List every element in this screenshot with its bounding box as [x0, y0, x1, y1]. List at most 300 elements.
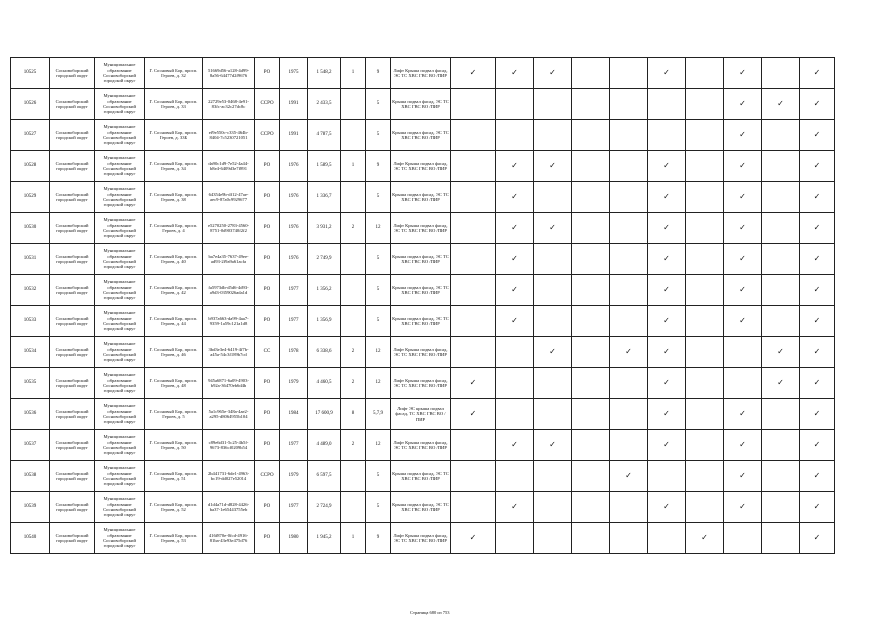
table-row — [11, 492, 835, 523]
work-check-cell — [496, 523, 534, 554]
work-check-cell — [800, 182, 835, 213]
work-check-cell — [534, 523, 572, 554]
work-check-cell — [686, 368, 724, 399]
work-check-cell — [724, 275, 762, 306]
check-icon: ✓ — [663, 347, 670, 357]
settlement-cell: Сосновоборский городской округ — [50, 337, 95, 368]
check-icon: ✓ — [813, 99, 821, 109]
work-check-cell — [610, 244, 648, 275]
table-row — [11, 58, 835, 89]
floors-cell: 5 — [366, 306, 391, 337]
check-icon: ✓ — [777, 99, 784, 109]
area-cell: 2 749,9 — [308, 244, 341, 275]
work-check-cell — [451, 275, 496, 306]
lifts-cell — [341, 275, 366, 306]
work-check-cell — [724, 306, 762, 337]
work-check-cell — [686, 151, 724, 182]
works-cell: Крыша подвал фасад, ЭС ТС ХВС ГВС ВО /ПИР — [391, 182, 451, 213]
check-icon: ✓ — [739, 254, 746, 264]
check-icon: ✓ — [777, 347, 784, 357]
work-check-cell — [800, 523, 835, 554]
row-id-cell: 10538 — [11, 461, 50, 492]
address-cell: Г. Сосновый Бор, просп. Героев, д. 33 — [145, 89, 203, 120]
works-cell: Крыша подвал фасад, ЭС ТС ХВС ГВС ВО /ПИР — [391, 244, 451, 275]
work-check-cell — [496, 244, 534, 275]
lifts-cell — [341, 120, 366, 151]
guid-cell: c89e6d31-5c25-4b5f-9673-836cf0209b54 — [203, 430, 255, 461]
work-check-cell — [451, 151, 496, 182]
year-cell: 1979 — [280, 368, 308, 399]
check-icon: ✓ — [813, 254, 821, 264]
work-check-cell — [724, 492, 762, 523]
settlement-cell: Сосновоборский городской округ — [50, 368, 95, 399]
work-check-cell — [534, 151, 572, 182]
check-icon: ✓ — [549, 161, 556, 171]
work-check-cell — [648, 399, 686, 430]
floors-cell: 9 — [366, 151, 391, 182]
check-icon: ✓ — [739, 130, 746, 140]
row-id-cell: 10531 — [11, 244, 50, 275]
work-check-cell — [496, 430, 534, 461]
address-cell: Г. Сосновый Бор, просп. Героев, д. 5 — [145, 399, 203, 430]
area-cell: 4 460,5 — [308, 368, 341, 399]
row-id-cell: 10527 — [11, 120, 50, 151]
work-check-cell — [762, 213, 800, 244]
row-id-cell: 10535 — [11, 368, 50, 399]
municipality-cell: Муниципальное образование Сосновоборский городской округ — [95, 461, 145, 492]
work-check-cell — [762, 399, 800, 430]
work-check-cell — [800, 89, 835, 120]
work-check-cell — [800, 306, 835, 337]
work-check-cell — [451, 89, 496, 120]
guid-cell: 22729e53-0468-4e91-83fc-ac32c27dc8c — [203, 89, 255, 120]
work-check-cell — [534, 89, 572, 120]
work-check-cell — [686, 461, 724, 492]
guid-cell: e5270250-2783-4560-8751-0d903740f2f2 — [203, 213, 255, 244]
year-cell: 1976 — [280, 244, 308, 275]
work-check-cell — [496, 368, 534, 399]
floors-cell: 5,7,9 — [366, 399, 391, 430]
check-icon: ✓ — [511, 161, 518, 171]
floors-cell: 5 — [366, 182, 391, 213]
area-cell: 1 356,9 — [308, 306, 341, 337]
work-check-cell — [762, 337, 800, 368]
check-icon: ✓ — [549, 223, 556, 233]
work-check-cell — [451, 430, 496, 461]
work-check-cell — [610, 368, 648, 399]
work-check-cell — [534, 58, 572, 89]
org-type-cell: РО — [255, 275, 280, 306]
settlement-cell: Сосновоборский городской округ — [50, 182, 95, 213]
table-row — [11, 306, 835, 337]
org-type-cell: РО — [255, 182, 280, 213]
address-cell: Г. Сосновый Бор, просп. Героев, д. 53 — [145, 523, 203, 554]
work-check-cell — [572, 399, 610, 430]
work-check-cell — [534, 244, 572, 275]
work-check-cell — [648, 275, 686, 306]
guid-cell: da90c1d9-7e52-4a44-b8e4-6409d3e7f891 — [203, 151, 255, 182]
work-check-cell — [686, 58, 724, 89]
floors-cell: 12 — [366, 337, 391, 368]
settlement-cell: Сосновоборский городской округ — [50, 306, 95, 337]
year-cell: 1980 — [280, 523, 308, 554]
guid-cell: 945a6871-6a09-4903-b92a-36470eb6d4b — [203, 368, 255, 399]
work-check-cell — [610, 523, 648, 554]
work-check-cell — [572, 89, 610, 120]
check-icon: ✓ — [549, 440, 556, 450]
work-check-cell — [572, 120, 610, 151]
row-id-cell: 10537 — [11, 430, 50, 461]
settlement-cell: Сосновоборский городской округ — [50, 399, 95, 430]
work-check-cell — [496, 399, 534, 430]
area-cell: 1 589,5 — [308, 151, 341, 182]
work-check-cell — [762, 182, 800, 213]
lifts-cell — [341, 461, 366, 492]
settlement-cell: Сосновоборский городской округ — [50, 213, 95, 244]
row-id-cell: 10528 — [11, 151, 50, 182]
table-row — [11, 244, 835, 275]
work-check-cell — [496, 182, 534, 213]
municipality-cell: Муниципальное образование Сосновоборский городской округ — [95, 182, 145, 213]
work-check-cell — [496, 213, 534, 244]
lifts-cell: 1 — [341, 523, 366, 554]
work-check-cell — [451, 120, 496, 151]
check-icon: ✓ — [625, 471, 632, 481]
table-row — [11, 399, 835, 430]
floors-cell: 9 — [366, 58, 391, 89]
work-check-cell — [648, 492, 686, 523]
work-check-cell — [572, 492, 610, 523]
work-check-cell — [534, 213, 572, 244]
work-check-cell — [496, 306, 534, 337]
work-check-cell — [610, 151, 648, 182]
municipality-cell: Муниципальное образование Сосновоборский городской округ — [95, 368, 145, 399]
work-check-cell — [610, 58, 648, 89]
org-type-cell: РО — [255, 58, 280, 89]
works-cell: Крыша подвал фасад, ЭС ТС ХВС ГВС ВО /ПИР — [391, 306, 451, 337]
work-check-cell — [534, 461, 572, 492]
work-check-cell — [451, 244, 496, 275]
check-icon: ✓ — [663, 502, 670, 512]
check-icon: ✓ — [701, 533, 708, 543]
works-cell: Крыша подвал фасад, ЭС ТС ХВС ГВС ВО /ПИР — [391, 461, 451, 492]
floors-cell: 5 — [366, 275, 391, 306]
org-type-cell: РО — [255, 244, 280, 275]
guid-cell: fa5973db-d5d6-4d93-a9d3-0359026ada1d — [203, 275, 255, 306]
check-icon: ✓ — [663, 285, 670, 295]
municipality-cell: Муниципальное образование Сосновоборский городской округ — [95, 120, 145, 151]
work-check-cell — [451, 523, 496, 554]
works-cell: Крыша подвал фасад, ЭС ТС ХВС ГВС ВО /ПИР — [391, 89, 451, 120]
row-id-cell: 10530 — [11, 213, 50, 244]
work-check-cell — [648, 306, 686, 337]
check-icon: ✓ — [511, 68, 518, 78]
address-cell: Г. Сосновый Бор, просп. Героев, д. 33Б — [145, 120, 203, 151]
work-check-cell — [762, 244, 800, 275]
year-cell: 1976 — [280, 182, 308, 213]
work-check-cell — [610, 306, 648, 337]
work-check-cell — [496, 120, 534, 151]
work-check-cell — [800, 120, 835, 151]
work-check-cell — [762, 120, 800, 151]
check-icon: ✓ — [813, 161, 821, 171]
work-check-cell — [451, 492, 496, 523]
address-cell: Г. Сосновый Бор, просп. Героев, д. 48 — [145, 368, 203, 399]
work-check-cell — [451, 58, 496, 89]
check-icon: ✓ — [511, 502, 518, 512]
year-cell: 1977 — [280, 306, 308, 337]
work-check-cell — [800, 492, 835, 523]
work-check-cell — [724, 523, 762, 554]
address-cell: Г. Сосновый Бор, просп. Героев, д. 38 — [145, 182, 203, 213]
org-type-cell: ССРО — [255, 461, 280, 492]
municipality-cell: Муниципальное образование Сосновоборский городской округ — [95, 306, 145, 337]
work-check-cell — [648, 337, 686, 368]
area-cell: 3 931,2 — [308, 213, 341, 244]
guid-cell: 64354e9b-df12-47ae-aec9-87a0c9929677 — [203, 182, 255, 213]
work-check-cell — [762, 368, 800, 399]
org-type-cell: РО — [255, 306, 280, 337]
check-icon: ✓ — [813, 192, 821, 202]
work-check-cell — [724, 244, 762, 275]
work-check-cell — [610, 337, 648, 368]
check-icon: ✓ — [511, 285, 518, 295]
lifts-cell: 1 — [341, 151, 366, 182]
work-check-cell — [648, 120, 686, 151]
area-cell: 6 597,5 — [308, 461, 341, 492]
check-icon: ✓ — [777, 378, 784, 388]
floors-cell: 5 — [366, 244, 391, 275]
check-icon: ✓ — [739, 285, 746, 295]
table-row — [11, 337, 835, 368]
works-cell: Лифт ЭС крыша подвал фасад, ТС ХВС ГВС ВО /ПИР — [391, 399, 451, 430]
address-cell: Г. Сосновый Бор, просп. Героев, д. 32 — [145, 58, 203, 89]
work-check-cell — [800, 244, 835, 275]
work-check-cell — [762, 151, 800, 182]
municipality-cell: Муниципальное образование Сосновоборский городской округ — [95, 492, 145, 523]
check-icon: ✓ — [663, 68, 670, 78]
work-check-cell — [572, 244, 610, 275]
work-check-cell — [572, 430, 610, 461]
floors-cell: 5 — [366, 461, 391, 492]
work-check-cell — [800, 461, 835, 492]
work-check-cell — [648, 182, 686, 213]
check-icon: ✓ — [625, 347, 632, 357]
municipality-cell: Муниципальное образование Сосновоборский городской округ — [95, 89, 145, 120]
municipality-cell: Муниципальное образование Сосновоборский городской округ — [95, 275, 145, 306]
table-row — [11, 275, 835, 306]
guid-cell: 416f870e-0fcd-4916-81ba-43e93e475d76 — [203, 523, 255, 554]
work-check-cell — [451, 306, 496, 337]
settlement-cell: Сосновоборский городской округ — [50, 151, 95, 182]
guid-cell: ef9e550c-c335-464b-8404-7c5230721051 — [203, 120, 255, 151]
page-footer: Страница 680 из 753 — [410, 610, 450, 615]
work-check-cell — [534, 399, 572, 430]
address-cell: Г. Сосновый Бор, просп. Героев, д. 46 — [145, 337, 203, 368]
work-check-cell — [800, 275, 835, 306]
check-icon: ✓ — [549, 68, 556, 78]
municipality-cell: Муниципальное образование Сосновоборский городской округ — [95, 337, 145, 368]
work-check-cell — [496, 58, 534, 89]
check-icon: ✓ — [663, 409, 670, 419]
work-check-cell — [496, 492, 534, 523]
work-check-cell — [648, 368, 686, 399]
work-check-cell — [451, 368, 496, 399]
check-icon: ✓ — [739, 99, 746, 109]
work-check-cell — [800, 213, 835, 244]
work-check-cell — [496, 461, 534, 492]
work-check-cell — [686, 244, 724, 275]
work-check-cell — [686, 120, 724, 151]
guid-cell: 5a1c965e-348a-4ae2-a295-d8064955b104 — [203, 399, 255, 430]
floors-cell: 9 — [366, 523, 391, 554]
check-icon: ✓ — [469, 378, 477, 388]
check-icon: ✓ — [469, 68, 477, 78]
work-check-cell — [724, 430, 762, 461]
check-icon: ✓ — [739, 471, 746, 481]
work-check-cell — [451, 337, 496, 368]
table-row — [11, 151, 835, 182]
address-cell: Г. Сосновый Бор, просп. Героев, д. 50 — [145, 430, 203, 461]
work-check-cell — [572, 275, 610, 306]
check-icon: ✓ — [511, 254, 518, 264]
year-cell: 1977 — [280, 275, 308, 306]
area-cell: 1 356,2 — [308, 275, 341, 306]
floors-cell: 12 — [366, 368, 391, 399]
works-cell: Крыша подвал фасад, ЭС ТС ХВС ГВС ВО /ПИР — [391, 492, 451, 523]
year-cell: 1977 — [280, 430, 308, 461]
work-check-cell — [724, 182, 762, 213]
check-icon: ✓ — [511, 316, 518, 326]
work-check-cell — [610, 120, 648, 151]
work-check-cell — [800, 337, 835, 368]
works-cell: Лифт Крыша подвал фасад, ЭС ТС ХВС ГВС ВО /ПИР — [391, 368, 451, 399]
check-icon: ✓ — [663, 440, 670, 450]
row-id-cell: 10526 — [11, 89, 50, 120]
row-id-cell: 10540 — [11, 523, 50, 554]
row-id-cell: 10539 — [11, 492, 50, 523]
check-icon: ✓ — [739, 223, 746, 233]
work-check-cell — [762, 306, 800, 337]
check-icon: ✓ — [813, 130, 821, 140]
works-cell: Лифт Крыша подвал фасад, ЭС ТС ХВС ГВС ВО /ПИР — [391, 58, 451, 89]
lifts-cell: 1 — [341, 58, 366, 89]
municipality-cell: Муниципальное образование Сосновоборский городской округ — [95, 430, 145, 461]
year-cell: 1976 — [280, 213, 308, 244]
work-check-cell — [572, 306, 610, 337]
lifts-cell — [341, 492, 366, 523]
work-check-cell — [572, 58, 610, 89]
area-cell: 17 600,9 — [308, 399, 341, 430]
lifts-cell: 2 — [341, 213, 366, 244]
lifts-cell: 2 — [341, 430, 366, 461]
check-icon: ✓ — [813, 502, 821, 512]
row-id-cell: 10533 — [11, 306, 50, 337]
lifts-cell: 8 — [341, 399, 366, 430]
area-cell: 4 787,5 — [308, 120, 341, 151]
check-icon: ✓ — [663, 223, 670, 233]
org-type-cell: ССРО — [255, 120, 280, 151]
works-cell: Лифт Крыша подвал фасад, ЭС ТС ХВС ГВС ВО /ПИР — [391, 151, 451, 182]
check-icon: ✓ — [469, 409, 477, 419]
municipality-cell: Муниципальное образование Сосновоборский городской округ — [95, 151, 145, 182]
table-row — [11, 120, 835, 151]
org-type-cell: РО — [255, 399, 280, 430]
work-check-cell — [724, 151, 762, 182]
floors-cell: 5 — [366, 120, 391, 151]
work-check-cell — [572, 461, 610, 492]
check-icon: ✓ — [469, 533, 477, 543]
work-check-cell — [686, 430, 724, 461]
check-icon: ✓ — [813, 409, 821, 419]
work-check-cell — [534, 492, 572, 523]
work-check-cell — [610, 430, 648, 461]
work-check-cell — [724, 120, 762, 151]
address-cell: Г. Сосновый Бор, просп. Героев, д. 34 — [145, 151, 203, 182]
work-check-cell — [724, 399, 762, 430]
area-cell: 1 945,2 — [308, 523, 341, 554]
work-check-cell — [762, 89, 800, 120]
work-check-cell — [800, 368, 835, 399]
guid-cell: ba7e4a35-7637-49ee-ad93-2f9a9a61acfa — [203, 244, 255, 275]
works-cell: Лифт Крыша подвал фасад, ЭС ТС ХВС ГВС ВО /ПИР — [391, 337, 451, 368]
org-type-cell: ССРО — [255, 89, 280, 120]
org-type-cell: РО — [255, 523, 280, 554]
check-icon: ✓ — [739, 161, 746, 171]
work-check-cell — [496, 151, 534, 182]
address-cell: Г. Сосновый Бор, просп. Героев, д. 4 — [145, 213, 203, 244]
check-icon: ✓ — [813, 347, 821, 357]
check-icon: ✓ — [813, 68, 821, 78]
check-icon: ✓ — [813, 440, 821, 450]
lifts-cell — [341, 182, 366, 213]
row-id-cell: 10529 — [11, 182, 50, 213]
work-check-cell — [534, 430, 572, 461]
municipality-cell: Муниципальное образование Сосновоборский городской округ — [95, 58, 145, 89]
table-body — [11, 58, 835, 554]
year-cell: 1977 — [280, 492, 308, 523]
address-cell: Г. Сосновый Бор, просп. Героев, д. 44 — [145, 306, 203, 337]
work-check-cell — [534, 120, 572, 151]
year-cell: 1975 — [280, 58, 308, 89]
settlement-cell: Сосновоборский городской округ — [50, 461, 95, 492]
work-check-cell — [610, 275, 648, 306]
work-check-cell — [572, 182, 610, 213]
check-icon: ✓ — [511, 223, 518, 233]
lifts-cell: 2 — [341, 368, 366, 399]
org-type-cell: РО — [255, 213, 280, 244]
works-cell: Лифт Крыша подвал фасад, ЭС ТС ХВС ГВС ВО /ПИР — [391, 213, 451, 244]
area-cell: 6 338,6 — [308, 337, 341, 368]
guid-cell: 51669d56-a128-4d99-8a56-64477d2f9676 — [203, 58, 255, 89]
check-icon: ✓ — [739, 192, 746, 202]
check-icon: ✓ — [739, 409, 746, 419]
check-icon: ✓ — [739, 316, 746, 326]
work-check-cell — [762, 492, 800, 523]
area-cell: 2 433,5 — [308, 89, 341, 120]
work-check-cell — [610, 89, 648, 120]
work-check-cell — [724, 89, 762, 120]
settlement-cell: Сосновоборский городской округ — [50, 58, 95, 89]
settlement-cell: Сосновоборский городской округ — [50, 275, 95, 306]
work-check-cell — [648, 89, 686, 120]
work-check-cell — [610, 461, 648, 492]
work-check-cell — [534, 368, 572, 399]
check-icon: ✓ — [813, 533, 821, 543]
work-check-cell — [724, 213, 762, 244]
check-icon: ✓ — [663, 316, 670, 326]
work-check-cell — [762, 430, 800, 461]
